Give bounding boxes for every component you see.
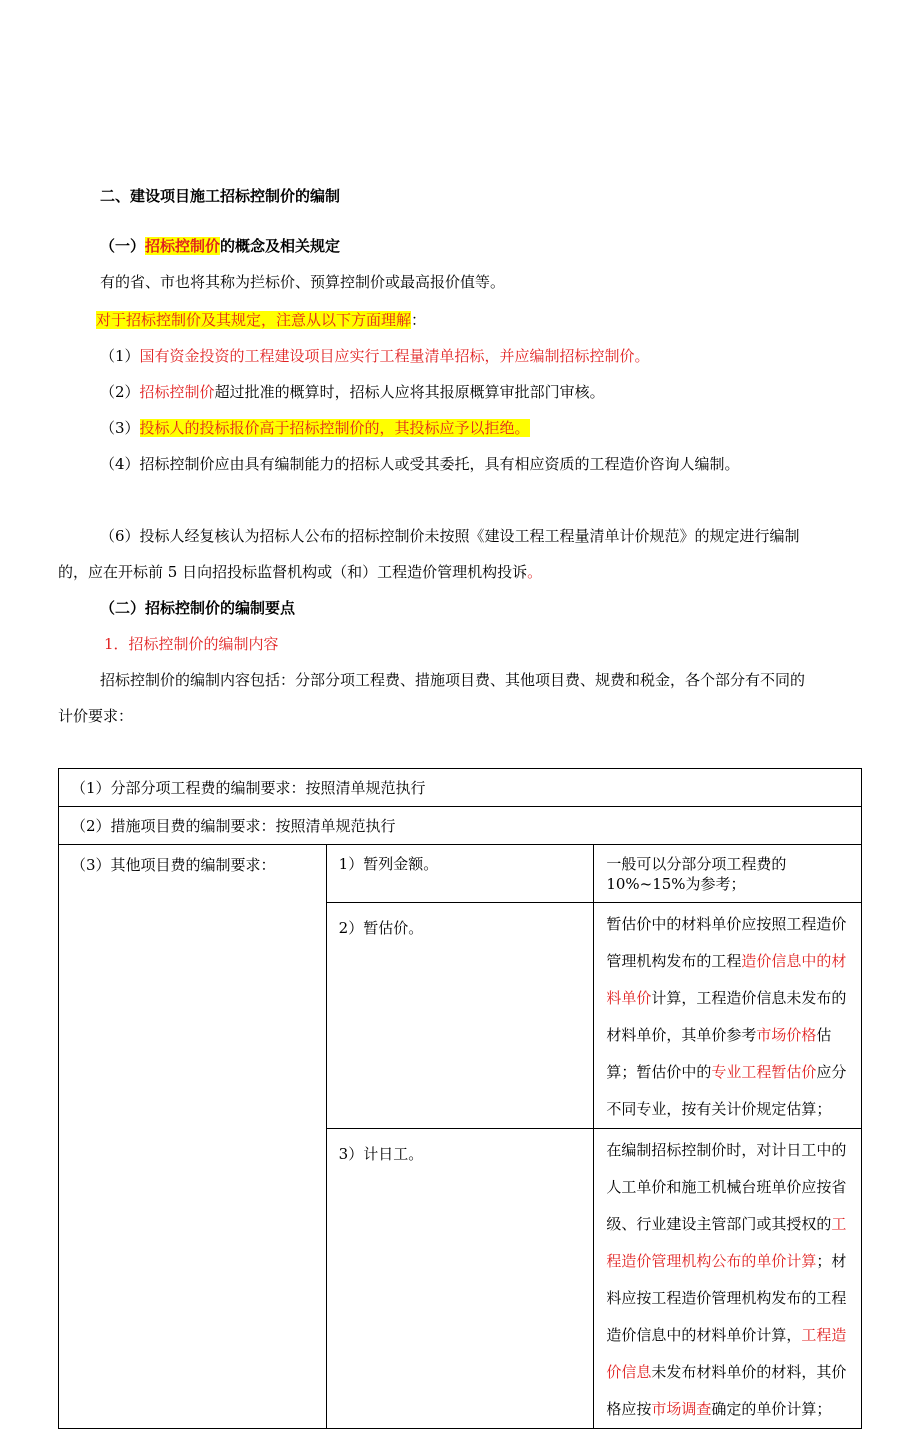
table-row-1: （1）分部分项工程费的编制要求：按照清单规范执行 <box>59 769 862 807</box>
rule-6-line-2 <box>58 562 542 582</box>
rule-4-num: （4） <box>100 455 140 473</box>
rule-2-red: 招标控制价 <box>139 383 215 401</box>
subsection-2-item-1: 1．招标控制价的编制内容 <box>104 635 279 653</box>
sub-row-desc: 在编制招标控制价时，对计日工中的人工单价和施工机械台班单价应按省级、行业建设主管部门或其授权的工程造价管理机构公布的单价计算；材料应按工程造价管理机构发布的工程造价信息中的材料单价计算，工程造价信息未发布材料单价的材料，其价格应按市场调查确定的单价计算； <box>594 1129 862 1429</box>
sub-row-name: 2）暂估价。 <box>326 903 594 1129</box>
sub-row-desc: 暂估价中的材料单价应按照工程造价管理机构发布的工程造价信息中的材料单价计算，工程造价信息未发布的材料单价，其单价参考市场价格估算；暂估价中的专业工程暂估价应分不同专业，按有关计价规定估算； <box>594 903 862 1129</box>
subsection-1-highlight: 招标控制价 <box>145 237 221 255</box>
note-line <box>96 310 426 330</box>
alias-paragraph: 有的省、市也将其称为拦标价、预算控制价或最高报价值等。 <box>100 273 506 291</box>
table-row <box>59 845 862 903</box>
rule-3 <box>100 418 530 438</box>
subsection-1-suffix: 的概念及相关规定 <box>220 237 341 255</box>
rule-6-line-2-end: 。 <box>527 563 543 581</box>
rule-2 <box>100 382 605 402</box>
rule-1-num: （1） <box>100 347 140 365</box>
table-row <box>59 807 862 845</box>
rule-1-text: 国有资金投资的工程建设项目应实行工程量清单招标，并应编制招标控制价。 <box>139 347 650 365</box>
sub-row-desc: 一般可以分部分项工程费的 10%~15%为参考； <box>594 845 862 903</box>
rule-6-line-2-text: 的，应在开标前 5 日向招投标监督机构或（和）工程造价管理机构投诉 <box>58 563 528 581</box>
rule-4-text: 招标控制价应由具有编制能力的招标人或受其委托，具有相应资质的工程造价咨询人编制。 <box>139 455 740 473</box>
rule-2-num: （2） <box>100 383 140 401</box>
table-row-2: （2）措施项目费的编制要求：按照清单规范执行 <box>59 807 862 845</box>
section-title: 二、建设项目施工招标控制价的编制 <box>100 187 341 205</box>
rule-6-line-1: （6）投标人经复核认为招标人公布的招标控制价未按照《建设工程工程量清单计价规范》的规定进行编制 <box>100 527 800 545</box>
other-items-label: （3）其他项目费的编制要求： <box>59 845 327 1429</box>
sub-row-name: 3）计日工。 <box>326 1129 594 1429</box>
table-row <box>59 769 862 807</box>
content-paragraph-line-2: 计价要求： <box>58 707 134 725</box>
sub-row-name: 1）暂列金额。 <box>326 845 594 903</box>
rule-4 <box>100 454 740 474</box>
rule-2-text: 超过批准的概算时，招标人应将其报原概算审批部门审核。 <box>214 383 605 401</box>
note-text: 对于招标控制价及其规定，注意从以下方面理解 <box>96 311 412 329</box>
subsection-1-heading <box>100 236 340 256</box>
requirements-table <box>58 768 862 1429</box>
rule-3-text: 投标人的投标报价高于招标控制价的，其投标应予以拒绝。 <box>139 419 530 437</box>
rule-1 <box>100 346 650 366</box>
subsection-1-prefix: （一） <box>100 237 146 255</box>
subsection-2-heading: （二）招标控制价的编制要点 <box>100 599 296 617</box>
rule-3-num: （3） <box>100 419 140 437</box>
note-colon: ： <box>411 311 427 329</box>
content-paragraph-line-1: 招标控制价的编制内容包括：分部分项工程费、措施项目费、其他项目费、规费和税金，各个部分有不同的 <box>100 671 806 689</box>
